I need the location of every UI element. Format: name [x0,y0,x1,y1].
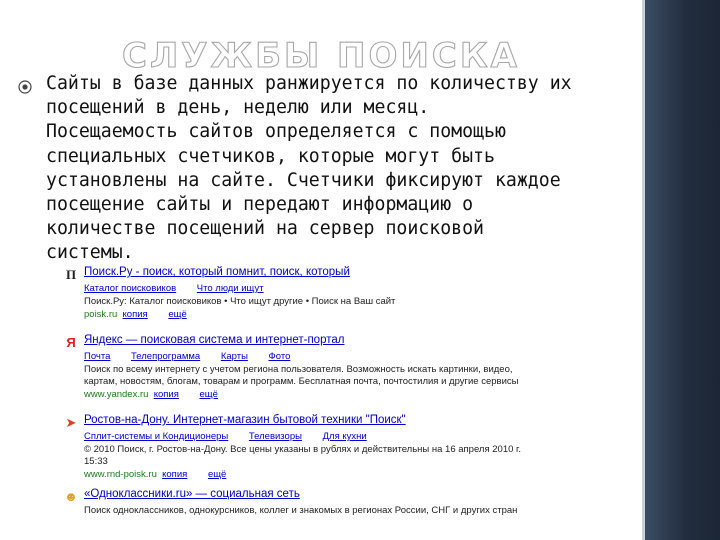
result-sublinks [84,283,282,295]
result-sublink[interactable]: Что люди ищут [196,283,264,294]
search-results-screenshot [64,262,564,517]
more-link[interactable]: ещё [207,469,227,480]
slide-paragraph [46,72,642,266]
result-snippet-line: © 2010 Поиск, г. Ростов-на-Дону. Все цены указаны в рублях и действительны на 16 апреля 2010 г. [84,444,521,455]
paragraph-line: установлены на сайте. Счетчики фиксируют каждое [46,169,561,191]
paragraph-line: Сайты в базе данных ранжируется по количеству их [46,73,572,94]
people-icon: ☻ [64,489,78,504]
more-link[interactable]: ещё [199,389,218,400]
result-snippet: Поиск одноклассников, однокурсников, коллег и знакомых в регионах России, СНГ и других стран [84,505,518,516]
circle-target-icon [18,80,32,94]
result-sublink[interactable]: Для кухни [322,431,367,442]
decorative-side-band [642,0,720,540]
result-sublink[interactable]: Телевизоры [248,431,302,442]
result-sublinks [84,431,385,443]
paragraph-line: посещение сайты и передают информацию о [46,194,474,216]
result-title-link[interactable]: Поиск.Ру - поиск, который помнит, поиск, который [84,266,350,278]
paragraph-line: Посещаемость сайтов определяется с помощью [46,121,506,143]
result-url: poisk.ru [84,309,118,320]
copy-link[interactable]: копия [162,469,188,480]
paragraph-line: системы. [46,242,134,264]
result-sublink[interactable]: Телепрограмма [131,351,201,362]
result-sublinks [84,351,308,363]
result-snippet-line: Поиск по всему интернету с учетом региона пользователя. Возможность искать картинки, видео, [84,364,513,375]
result-title-link[interactable]: «Одноклассники.ru» — социальная сеть [84,488,300,500]
result-snippet-line: картам, новостям, блогам, товарам и программ. Бесплатная почта, почтостилия и другие сервисы [84,376,519,387]
paragraph-line: количестве посещений на сервер поисковой [46,218,484,240]
result-sublink[interactable]: Фото [268,351,291,362]
result-meta [84,309,205,321]
result-meta [84,389,236,401]
copy-link[interactable]: копия [122,309,148,320]
paragraph-line: посещений в день, неделю или месяц. [46,97,430,119]
result-url: www.rnd-poisk.ru [84,469,157,480]
copy-link[interactable]: копия [153,389,179,400]
result-sublink[interactable]: Почта [84,351,111,362]
result-title-link[interactable]: Яндекс — поисковая система и интернет-портал [84,334,345,346]
result-title-link[interactable]: Ростов-на-Дону. Интернет-магазин бытовой техники "Поиск" [84,414,406,426]
result-sublink[interactable]: Каталог поисковиков [84,283,177,294]
result-snippet-line: 15:33 [84,456,108,467]
result-sublink[interactable]: Карты [220,351,248,362]
result-snippet: Поиск.Ру: Каталог поисковиков • Что ищут другие • Поиск на Ваш сайт [84,296,396,307]
arrow-icon: ➤ [65,415,77,430]
slide-title: СЛУЖБЫ ПОИСКА [122,36,520,76]
paragraph-line: специальных счетчиков, которые могут быть [46,145,495,167]
letter-p-icon: П [65,267,77,282]
result-meta [84,469,244,481]
result-url: www.yandex.ru [84,389,149,400]
yandex-icon: Я [66,335,76,350]
more-link[interactable]: ещё [168,309,187,320]
result-sublink[interactable]: Сплит-системы и Кондиционеры [84,431,229,442]
